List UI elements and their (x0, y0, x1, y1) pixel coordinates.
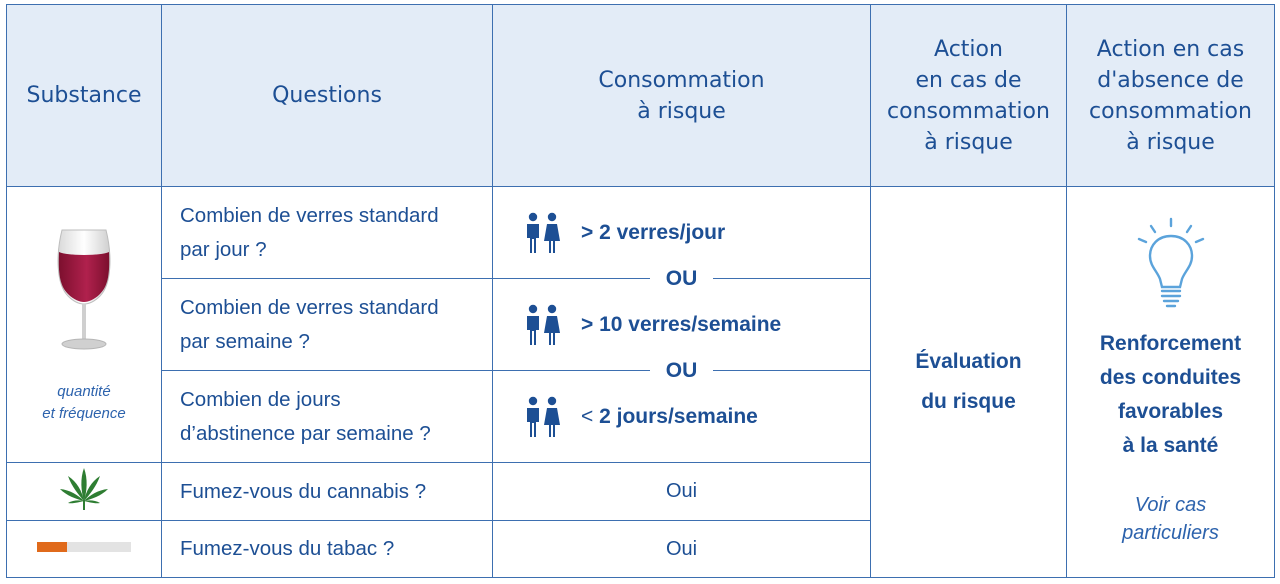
alcohol-question-1-line1: Combien de verres standard (180, 203, 439, 227)
header-action-line1: Action (934, 36, 1003, 62)
header-absence-line2: d'absence de (1097, 67, 1244, 93)
alcohol-risk-3-text (581, 405, 758, 429)
alcohol-question-2-line2: par semaine ? (180, 329, 310, 353)
absence-bold-line3: favorables (1117, 400, 1224, 423)
header-action-line4: à risque (924, 129, 1013, 155)
header-consommation-line2: à risque (637, 98, 726, 124)
header-action-line3: consommation (887, 98, 1050, 124)
action-line1: Évaluation (915, 350, 1022, 373)
light-bulb-icon (1135, 217, 1207, 309)
header-consommation-line1: Consommation (598, 67, 765, 93)
header-action (871, 5, 1067, 187)
alcohol-question-1 (162, 187, 493, 279)
action-line2: du risque (921, 390, 1016, 413)
men-women-icon (525, 396, 561, 438)
alcohol-question-2-line1: Combien de verres standard (180, 295, 439, 319)
alcohol-question-3-line1: Combien de jours (180, 387, 341, 411)
wine-glass-icon (54, 224, 114, 354)
absence-italic (1067, 491, 1274, 547)
alcohol-question-2 (162, 279, 493, 371)
tabac-answer: Oui (493, 521, 871, 578)
alcohol-row-1 (7, 187, 1275, 279)
absence-italic-line1: Voir cas (1134, 494, 1207, 516)
cannabis-leaf-icon (58, 467, 110, 511)
men-women-icon (525, 212, 561, 254)
tabac-question: Fumez-vous du tabac ? (162, 521, 493, 578)
substance-table-container (6, 4, 1274, 577)
absence-bold-line4: à la santé (1122, 434, 1219, 457)
alcohol-note-line2: et fréquence (42, 405, 126, 422)
alcohol-risk-3 (493, 359, 871, 463)
header-absence-line1: Action en cas (1096, 36, 1245, 62)
alcohol-risk-3-value: 2 jours/semaine (599, 404, 758, 428)
less-than-sign: < (581, 404, 594, 428)
alcohol-question-3-line2: d’abstinence par semaine ? (180, 421, 431, 445)
cannabis-question: Fumez-vous du cannabis ? (162, 463, 493, 521)
absence-bold-line1: Renforcement (1099, 332, 1242, 355)
alcohol-substance-cell (7, 187, 162, 463)
header-row (7, 5, 1275, 187)
header-substance: Substance (7, 5, 162, 187)
alcohol-risk-1 (493, 187, 871, 279)
header-questions: Questions (162, 5, 493, 187)
alcohol-risk-2-text: > 10 verres/semaine (581, 312, 782, 336)
men-women-icon (525, 304, 561, 346)
alcohol-risk-1-text: > 2 verres/jour (581, 220, 726, 244)
header-absence (1067, 5, 1275, 187)
action-cell (871, 187, 1067, 578)
header-consommation (493, 5, 871, 187)
header-absence-line3: consommation (1089, 98, 1252, 124)
absence-cell (1067, 187, 1275, 578)
alcohol-question-3 (162, 371, 493, 463)
substance-table (6, 4, 1275, 578)
cannabis-substance-cell (7, 463, 162, 521)
ou-separator-2: OU (493, 357, 870, 385)
alcohol-note (7, 381, 161, 425)
ou-separator-1: OU (493, 265, 870, 293)
cannabis-answer: Oui (493, 463, 871, 521)
tabac-substance-cell (7, 521, 162, 578)
absence-bold-line2: des conduites (1099, 366, 1242, 389)
header-absence-line4: à risque (1126, 129, 1215, 155)
alcohol-risk-2 (493, 267, 871, 371)
absence-italic-line2: particuliers (1122, 522, 1219, 544)
alcohol-question-1-line2: par jour ? (180, 237, 267, 261)
alcohol-note-line1: quantité (57, 383, 111, 400)
cigarette-icon (37, 541, 131, 553)
header-action-line2: en cas de (915, 67, 1022, 93)
